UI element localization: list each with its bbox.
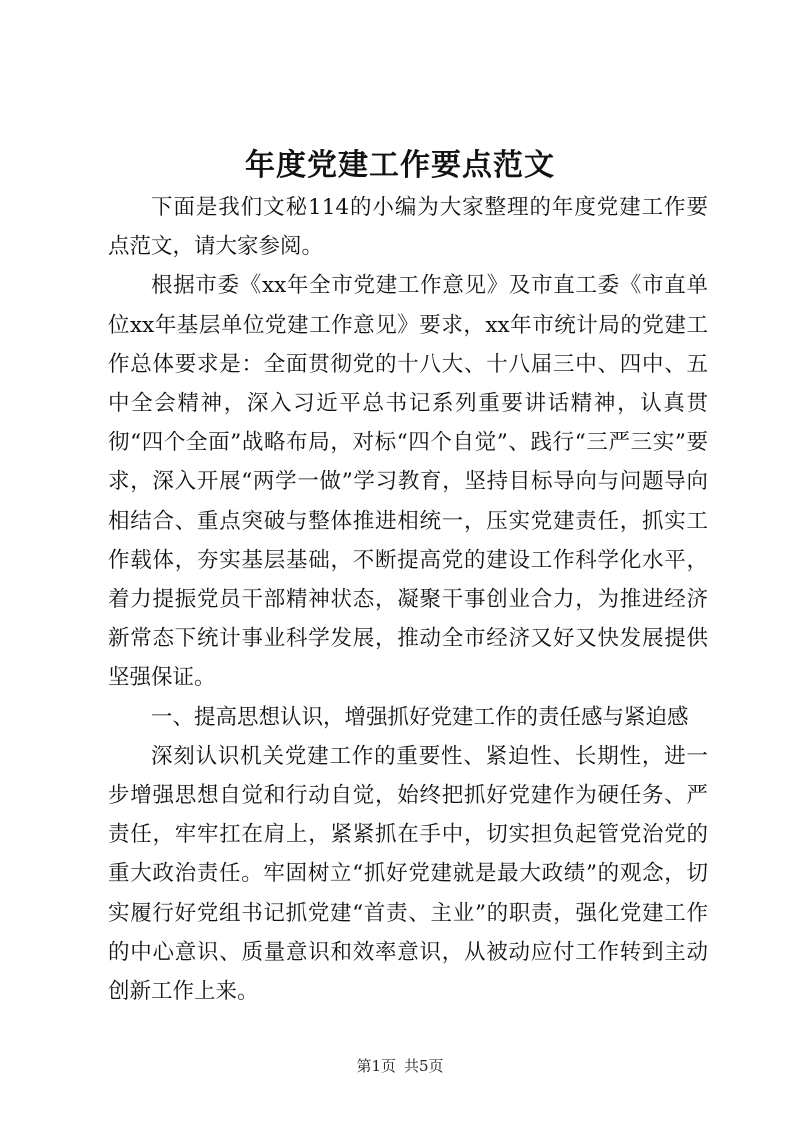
- requirements-paragraph: 根据市委《xx年全市党建工作意见》及市直工委《市直单位xx年基层单位党建工作意见》要求，xx年市统计局的党建工作总体要求是：全面贯彻党的十八大、十八届三中、四中、五中全会精神，深入习近平总书记系列重要讲话精神，认真贯彻“四个全面”战略布局，对标“四个自觉”、践行“三严三实”要求，深入开展“两学一做”学习教育，坚持目标导向与问题导向相结合、重点突破与整体推进相统一，压实党建责任，抓实工作载体，夯实基层基础，不断提高党的建设工作科学化水平，着力提振党员干部精神状态，凝聚干事创业合力，为推进经济新常态下统计事业科学发展，推动全市经济又好又快发展提供坚强保证。: [108, 273, 708, 691]
- page-number: 第1页: [356, 1057, 396, 1075]
- section-paragraph: 深刻认识机关党建工作的重要性、紧迫性、长期性，进一步增强思想自觉和行动自觉，始终把抓好党建作为硬任务、严责任，牢牢扛在肩上，紧紧抓在手中，切实担负起管党治党的重大政治责任。牢固树立“抓好党建就是最大政绩”的观念，切实履行好党组书记抓党建“首责、主业”的职责，强化党建工作的中心意识、质量意识和效率意识，从被动应付工作转到主动创新工作上来。: [108, 743, 708, 1005]
- document-body: [108, 188, 708, 1011]
- page-footer: [0, 1055, 800, 1076]
- page-total: 共5页: [404, 1057, 444, 1075]
- section-heading: 一、提高思想认识，增强抓好党建工作的责任感与紧迫感: [151, 704, 689, 730]
- intro-paragraph: 下面是我们文秘114的小编为大家整理的年度党建工作要点范文，请大家参阅。: [108, 195, 708, 260]
- document-title: 年度党建工作要点范文: [245, 148, 555, 183]
